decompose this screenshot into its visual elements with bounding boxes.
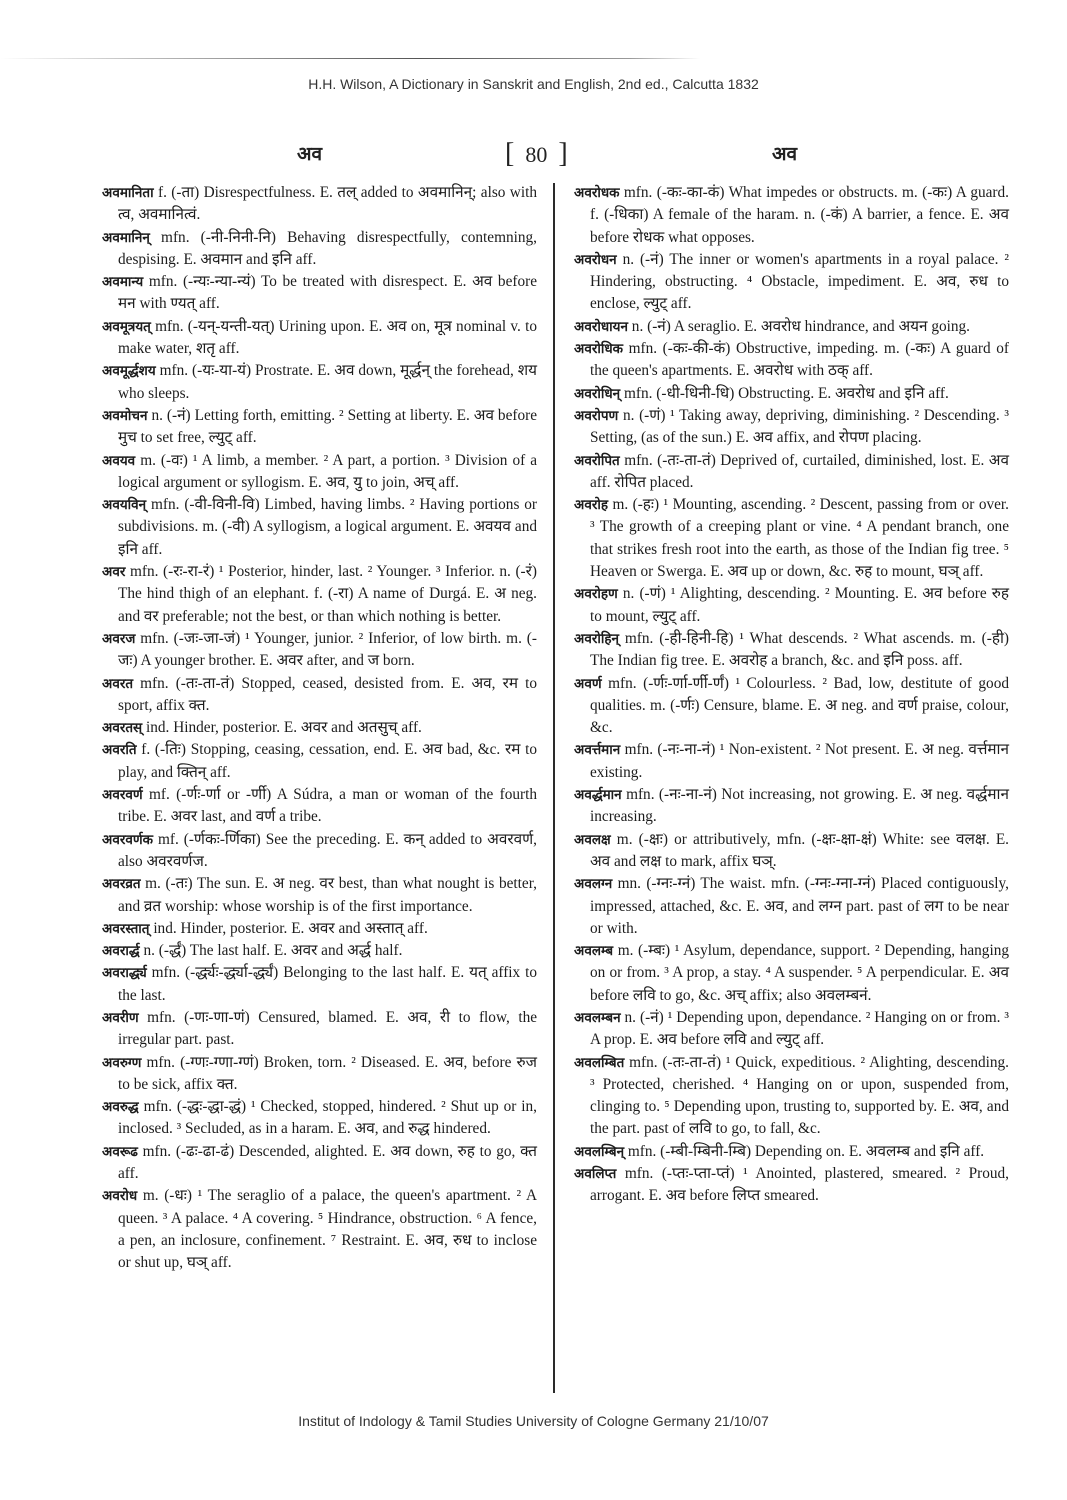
entry-definition: m. (-तः) The sun. E. अ neg. वर best, than what nought is better, and व्रत worship: whose worship is of the first importance. — [118, 875, 537, 915]
entry-headword: अवरोधक — [574, 185, 620, 201]
entry-headword: अवमानिता — [102, 185, 154, 201]
entry-definition: n. (-णं) ¹ Taking away, depriving, diminishing. ² Descending. ³ Setting, (as of the sun.) E. अव affix, and रोपण placing. — [590, 406, 1010, 447]
entry-definition: mfn. (-तः-ता-तं) Deprived of, curtailed, diminished, lost. E. अव aff. रोपित placed. — [590, 451, 1010, 491]
entry-definition: n. (-नं) The inner or women's apartments in a royal palace. ² Hindering, obstructing. ⁴ Obstacle, impediment. E. अव, रुध to enclose, ल्युट् aff. — [590, 250, 1009, 313]
dictionary-entry — [574, 405, 1009, 450]
dictionary-entry — [102, 227, 537, 272]
dictionary-entry — [574, 1163, 1009, 1208]
entry-headword: अवरोधन — [574, 251, 617, 268]
entry-headword: अवलम्बन — [574, 1009, 621, 1026]
source-credit: H.H. Wilson, A Dictionary in Sanskrit and English, 2nd ed., Calcutta 1832 — [308, 76, 759, 92]
dictionary-entry — [102, 1052, 537, 1097]
running-head-right: अव — [772, 143, 798, 165]
dictionary-entry — [574, 1007, 1009, 1052]
entry-headword: अवर्द्धमान — [574, 787, 622, 804]
entry-headword: अवरोपण — [574, 407, 619, 424]
entry-headword: अवरोपित — [574, 452, 620, 469]
dictionary-entry — [574, 316, 1009, 338]
entry-headword: अवलम्ब — [574, 943, 614, 960]
dictionary-entry — [102, 360, 537, 405]
dictionary-entry — [102, 962, 537, 1007]
entry-definition: mfn. (-ही-हिनी-हि) ¹ What descends. ² What ascends. m. (-ही) The Indian fig tree. E. अवरोह a branch, &c. and इनि poss. aff. — [590, 629, 1009, 670]
entry-headword: अवलम्बिन् — [574, 1143, 625, 1160]
dictionary-entry — [574, 1141, 1009, 1163]
entry-headword: अवरार्द्ध — [102, 943, 140, 960]
entry-headword: अवरतस् — [102, 720, 143, 737]
entry-definition: mfn. (-कः-का-कं) What impedes or obstructs. m. (-कः) A guard. f. (-धिका) A female of the haram. n. (-कं) A barrier, a fence. E. अव before रोधक what opposes. — [590, 184, 1010, 246]
entry-definition: m. (-धः) ¹ The seraglio of a palace, the queen's apartment. ² A queen. ³ A palace. ⁴ A covering. ⁵ Hindrance, obstruction. ⁶ A fence, a pen, an inclosure, confinement. ⁷ Restraint. E. अव, रुध to inclose or shut up, घञ् aff. — [118, 1187, 537, 1272]
entry-definition: n. (-नं) A seraglio. E. अवरोध hindrance, and अयन going. — [631, 317, 970, 335]
entry-definition: ind. Hinder, posterior. E. अवर and अतसुच् aff. — [146, 719, 422, 737]
entry-headword: अवरव्रत — [102, 876, 141, 893]
dictionary-entry — [574, 628, 1009, 673]
dictionary-entry — [574, 383, 1009, 405]
bracket-close: ] — [558, 138, 568, 169]
entry-definition: mfn. (-नः-ना-नं) Not increasing, not growing. E. अ neg. वर्द्धमान increasing. — [590, 786, 1010, 826]
entry-definition: mfn. (-तः-ता-तं) ¹ Quick, expeditious. ² Alighting, descending. ³ Protected, cherished. ⁴ Hanging on or upon, suspended from, clinging to. ⁵ Depending upon, trusting to, supported by. E. अव, and the part. past of लवि to go, to fall, &c. — [590, 1053, 1009, 1138]
dictionary-entry — [102, 739, 537, 784]
entry-definition: ind. Hinder, posterior. E. अवर and अस्तात् aff. — [153, 919, 428, 937]
entry-definition: m. (-क्षः) or attributively, mfn. (-क्षः-क्षा-क्षं) White: see वलक्ष. E. अव and लक्ष to mark, affix घञ्. — [590, 830, 1009, 870]
dictionary-entry — [574, 494, 1009, 583]
entry-definition: mfn. (-जः-जा-जं) ¹ Younger, junior. ² Inferior, of low birth. m. (-जः) A younger brother. E. अवर after, and ज born. — [118, 629, 537, 670]
entry-definition: mfn. (-णः-णा-णं) Censured, blamed. E. अव, री to flow, the irregular part. past. — [118, 1008, 538, 1049]
dictionary-column-left — [102, 182, 537, 1275]
page-number-value: 80 — [525, 142, 548, 167]
entry-headword: अवरार्द्ध्य — [102, 965, 147, 982]
entry-definition: mfn. (-प्तः-प्ता-प्तं) ¹ Anointed, plastered, smeared. ² Proud, arrogant. E. अव before लिप्त smeared. — [590, 1165, 1009, 1205]
dictionary-entry — [102, 873, 537, 918]
column-divider — [553, 183, 555, 1393]
entry-definition: mfn. (-र्णः-र्णा-र्णी-र्णं) ¹ Colourless. ² Bad, low, destitute of good qualities. m. (-र्णः) Censure, blame. E. अ neg. and वर्ण praise, colour, &c. — [590, 674, 1009, 737]
entry-headword: अवरोधिक — [574, 341, 624, 358]
dictionary-entry — [102, 628, 537, 673]
page-number — [505, 138, 568, 170]
entry-headword: अवलिप्त — [574, 1166, 617, 1183]
entry-headword: अवयव — [102, 452, 136, 469]
entry-definition: mfn. (-तः-ता-तं) Stopped, ceased, desisted from. E. अव, रम to sport, affix क्त. — [118, 674, 537, 714]
dictionary-entry — [574, 338, 1009, 383]
dictionary-entry — [574, 784, 1009, 829]
dictionary-entry — [574, 829, 1009, 874]
running-head-left: अव — [297, 143, 323, 165]
entry-headword: अवरोधिन् — [574, 385, 621, 402]
entry-definition: mfn. (-न्यः-न्या-न्यं) To be treated with disrespect. E. अव before मन with ण्यत् aff. — [118, 273, 537, 313]
entry-headword: अवर — [102, 564, 126, 581]
footer-credit: Institut of Indology & Tamil Studies University of Cologne Germany 21/10/07 — [298, 1413, 769, 1429]
dictionary-entry — [102, 271, 537, 316]
entry-headword: अवरुग्ण — [102, 1054, 142, 1071]
entry-definition: mf. (-र्णः-र्णा or -र्णी) A Súdra, a man or woman of the fourth tribe. E. अवर last, and वर्ण a tribe. — [118, 786, 537, 826]
entry-headword: अवलम्बित — [574, 1054, 625, 1071]
dictionary-entry — [102, 673, 537, 718]
dictionary-entry — [102, 405, 537, 450]
entry-headword: अवरूढ — [102, 1143, 138, 1160]
entry-definition: mf. (-र्णकः-र्णिका) See the preceding. E. कन् added to अवरवर्ण, also अवरवर्णज. — [118, 830, 538, 870]
dictionary-entry — [102, 918, 537, 940]
entry-definition: mfn. (-र्द्ध्यः-र्द्ध्या-र्द्ध्यं) Belonging to the last half. E. यत् affix to the last. — [118, 964, 538, 1004]
dictionary-entry — [102, 1185, 537, 1274]
dictionary-entry — [574, 673, 1009, 740]
entry-headword: अवरोहण — [574, 586, 618, 603]
dictionary-entry — [574, 450, 1009, 495]
entry-definition: n. (-नं) ¹ Depending upon, dependance. ² Hanging on or from. ³ A prop. E. अव before लवि and ल्युट् aff. — [590, 1008, 1009, 1049]
dictionary-entry — [102, 494, 537, 561]
entry-headword: अवरोहिन् — [574, 630, 619, 647]
entry-definition: mfn. (-यः-या-यं) Prostrate. E. अव down, मूर्द्धन् the forehead, शय who sleeps. — [118, 362, 538, 402]
entry-definition: mfn. (-धी-धिनी-धि) Obstructing. E. अवरोध and इनि aff. — [623, 384, 949, 402]
dictionary-entry — [102, 717, 537, 739]
dictionary-entry — [102, 561, 537, 628]
entry-definition: mfn. (-नः-ना-नं) ¹ Non-existent. ² Not present. E. अ neg. वर्त्तमान existing. — [590, 741, 1009, 781]
dictionary-entry — [574, 249, 1009, 316]
dictionary-entry — [102, 316, 537, 361]
dictionary-entry — [102, 450, 537, 495]
dictionary-entry — [102, 829, 537, 874]
entry-headword: अवलक्ष — [574, 831, 611, 848]
entry-headword: अवरीण — [102, 1009, 139, 1026]
entry-headword: अवरज — [102, 630, 136, 647]
entry-definition: mfn. (-रः-रा-रं) ¹ Posterior, hinder, last. ² Younger. ³ Inferior. n. (-रं) The hind thigh of an elephant. f. (-रा) A name of Durgá. E. अ neg. and वर preferable; not the best, or than which nothing is better. — [118, 563, 537, 625]
dictionary-column-right — [574, 182, 1009, 1208]
entry-definition: mfn. (-कः-की-कं) Obstructive, impeding. m. (-कः) A guard of the queen's apartments. E. अवरोध with ठक् aff. — [590, 340, 1009, 380]
entry-headword: अवमूर्द्धशय — [102, 363, 156, 380]
entry-headword: अवरोध — [102, 1188, 138, 1205]
entry-headword: अवमोचन — [102, 407, 148, 424]
entry-definition: m. (-वः) ¹ A limb, a member. ² A part, a portion. ³ Division of a logical argument or syllogism. E. अव, यु to join, अच् aff. — [118, 451, 537, 491]
entry-definition: f. (-ता) Disrespectfulness. E. तल् added to अवमानिन्; also with त्व, अवमानित्वं. — [118, 184, 537, 224]
entry-headword: अवमानिन् — [102, 229, 150, 246]
dictionary-entry — [574, 583, 1009, 628]
entry-headword: अवयविन् — [102, 497, 147, 514]
entry-headword: अवरत — [102, 675, 134, 692]
entry-headword: अवमूत्रयत् — [102, 318, 151, 335]
entry-headword: अवरोधायन — [574, 318, 628, 335]
entry-definition: f. (-तिः) Stopping, ceasing, cessation, end. E. अव bad, &c. रम to play, and क्तिन् aff. — [118, 741, 537, 781]
entry-definition: mfn. (-म्बी-म्बिनी-म्बि) Depending on. E. अवलम्ब and इनि aff. — [627, 1142, 985, 1160]
dictionary-entry — [102, 1096, 537, 1141]
entry-definition: m. (-हः) ¹ Mounting, ascending. ² Descent, passing from or over. ³ The growth of a creeping plant or vine. ⁴ A pendant branch, one that strikes fresh root into the earth, as those of the Indian fig tree. ⁵ Heaven or Swerga. E. अव up or down, &c. रुह to mount, घञ् aff. — [590, 496, 1009, 581]
entry-definition: mfn. (-ग्णः-ग्णा-ग्णं) Broken, torn. ² Diseased. E. अव, before रुज to be sick, affix क्त. — [118, 1053, 537, 1093]
dictionary-entry — [574, 873, 1009, 940]
dictionary-entry — [102, 1007, 537, 1052]
entry-headword: अवरति — [102, 742, 137, 759]
entry-definition: mn. (-ग्नः-ग्नं) The waist. mfn. (-ग्नः-ग्ना-ग्नं) Placed contiguously, impressed, attached, &c. E. अव, and लग्न part. past of लग to be near or with. — [590, 875, 1009, 937]
entry-headword: अवरवर्ण — [102, 787, 143, 804]
entry-definition: mfn. (-द्धः-द्धा-द्धं) ¹ Checked, stopped, hindered. ² Shut up or in, inclosed. ³ Secluded, as in a haram. E. अव, and रुद्ध hindered. — [118, 1098, 537, 1138]
entry-headword: अवरोह — [574, 497, 609, 514]
dictionary-entry — [102, 1141, 537, 1186]
entry-definition: mfn. (-यन्-यन्ती-यत्) Urining upon. E. अव on, मूत्र nominal v. to make water, शतृ aff. — [118, 317, 537, 358]
dictionary-entry — [574, 739, 1009, 784]
entry-definition: m. (-म्बः) ¹ Asylum, dependance, support. ² Depending, hanging on or from. ³ A prop, a stay. ⁴ A suspender. ⁵ A perpendicular. E. अव before लवि to go, &c. अच् affix; also अवलम्बनं. — [590, 942, 1009, 1004]
bracket-open: [ — [505, 138, 515, 169]
entry-headword: अवरुद्ध — [102, 1099, 139, 1116]
entry-headword: अवलग्न — [574, 876, 613, 893]
entry-headword: अवर्ण — [574, 675, 602, 692]
dictionary-entry — [102, 940, 537, 962]
entry-definition: n. (-र्द्धं) The last half. E. अवर and अर्द्ध half. — [143, 942, 403, 960]
entry-definition: n. (-णं) ¹ Alighting, descending. ² Mounting. E. अव before रुह to mount, ल्युट् aff. — [590, 585, 1009, 625]
entry-headword: अवरवर्णक — [102, 831, 153, 848]
dictionary-entry — [574, 940, 1009, 1007]
scan-edge-line — [0, 58, 700, 59]
entry-headword: अवमान्य — [102, 274, 144, 291]
dictionary-entry — [102, 784, 537, 829]
entry-headword: अवरस्तात् — [102, 920, 150, 937]
entry-definition: n. (-नं) Letting forth, emitting. ² Setting at liberty. E. अव before मुच to set free, ल्युट् aff. — [118, 406, 537, 447]
dictionary-entry — [574, 1052, 1009, 1141]
entry-definition: mfn. (-ढः-ढा-ढं) Descended, alighted. E. अव down, रुह to go, क्त aff. — [118, 1142, 537, 1183]
entry-headword: अवर्त्तमान — [574, 742, 621, 759]
dictionary-entry — [574, 182, 1009, 249]
entry-definition: mfn. (-वी-विनी-वि) Limbed, having limbs. ² Having portions or subdivisions. m. (-वी) A syllogism, a logical argument. E. अवयव and इनि aff. — [118, 496, 537, 558]
entry-definition: mfn. (-नी-निनी-नि) Behaving disrespectfully, contemning, despising. E. अवमान and इनि aff. — [118, 228, 537, 268]
dictionary-entry — [102, 182, 537, 227]
